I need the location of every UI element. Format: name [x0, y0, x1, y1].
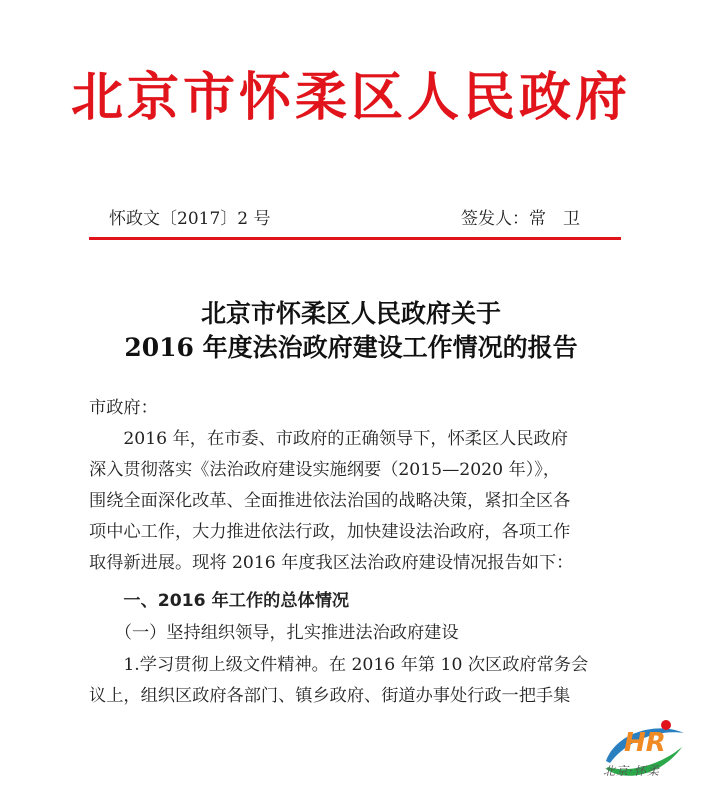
logo-caption: 北京·怀柔	[603, 764, 660, 778]
document-number: 怀政文〔2017〕2 号	[109, 209, 271, 229]
paragraph-line: 1.学习贯彻上级文件精神。在 2016 年第 10 次区政府常务会	[89, 655, 589, 675]
salutation: 市政府：	[89, 398, 158, 418]
document-title-line-1: 北京市怀柔区人民政府关于	[200, 299, 501, 328]
section-heading-1: 一、2016 年工作的总体情况	[89, 591, 350, 611]
signer-label: 签发人：常 卫	[461, 209, 580, 229]
paragraph-line: 2016 年，在市委、市政府的正确领导下，怀柔区人民政府	[89, 429, 568, 449]
paragraph-line: 深入贯彻落实《法治政府建设实施纲要（2015—2020 年）》，	[89, 460, 561, 480]
document-title-line-2: 2016 年度法治政府建设工作情况的报告	[124, 333, 578, 362]
paragraph-line: 取得新进展。现将 2016 年度我区法治政府建设情况报告如下：	[89, 553, 574, 573]
section-heading-2: （一）坚持组织领导，扎实推进法治政府建设	[89, 623, 459, 643]
masthead-title: 北京市怀柔区人民政府	[70, 67, 631, 128]
paragraph-line: 议上，组织区政府各部门、镇乡政府、街道办事处行政一把手集	[89, 686, 571, 706]
red-divider-line	[89, 237, 621, 240]
svg-text:HR: HR	[624, 728, 666, 758]
paragraph-line: 项中心工作，大力推进依法行政，加快建设法治政府，各项工作	[89, 522, 571, 542]
paragraph-line: 围绕全面深化改革、全面推进依法治国的战略决策，紧扣全区各	[89, 491, 571, 511]
